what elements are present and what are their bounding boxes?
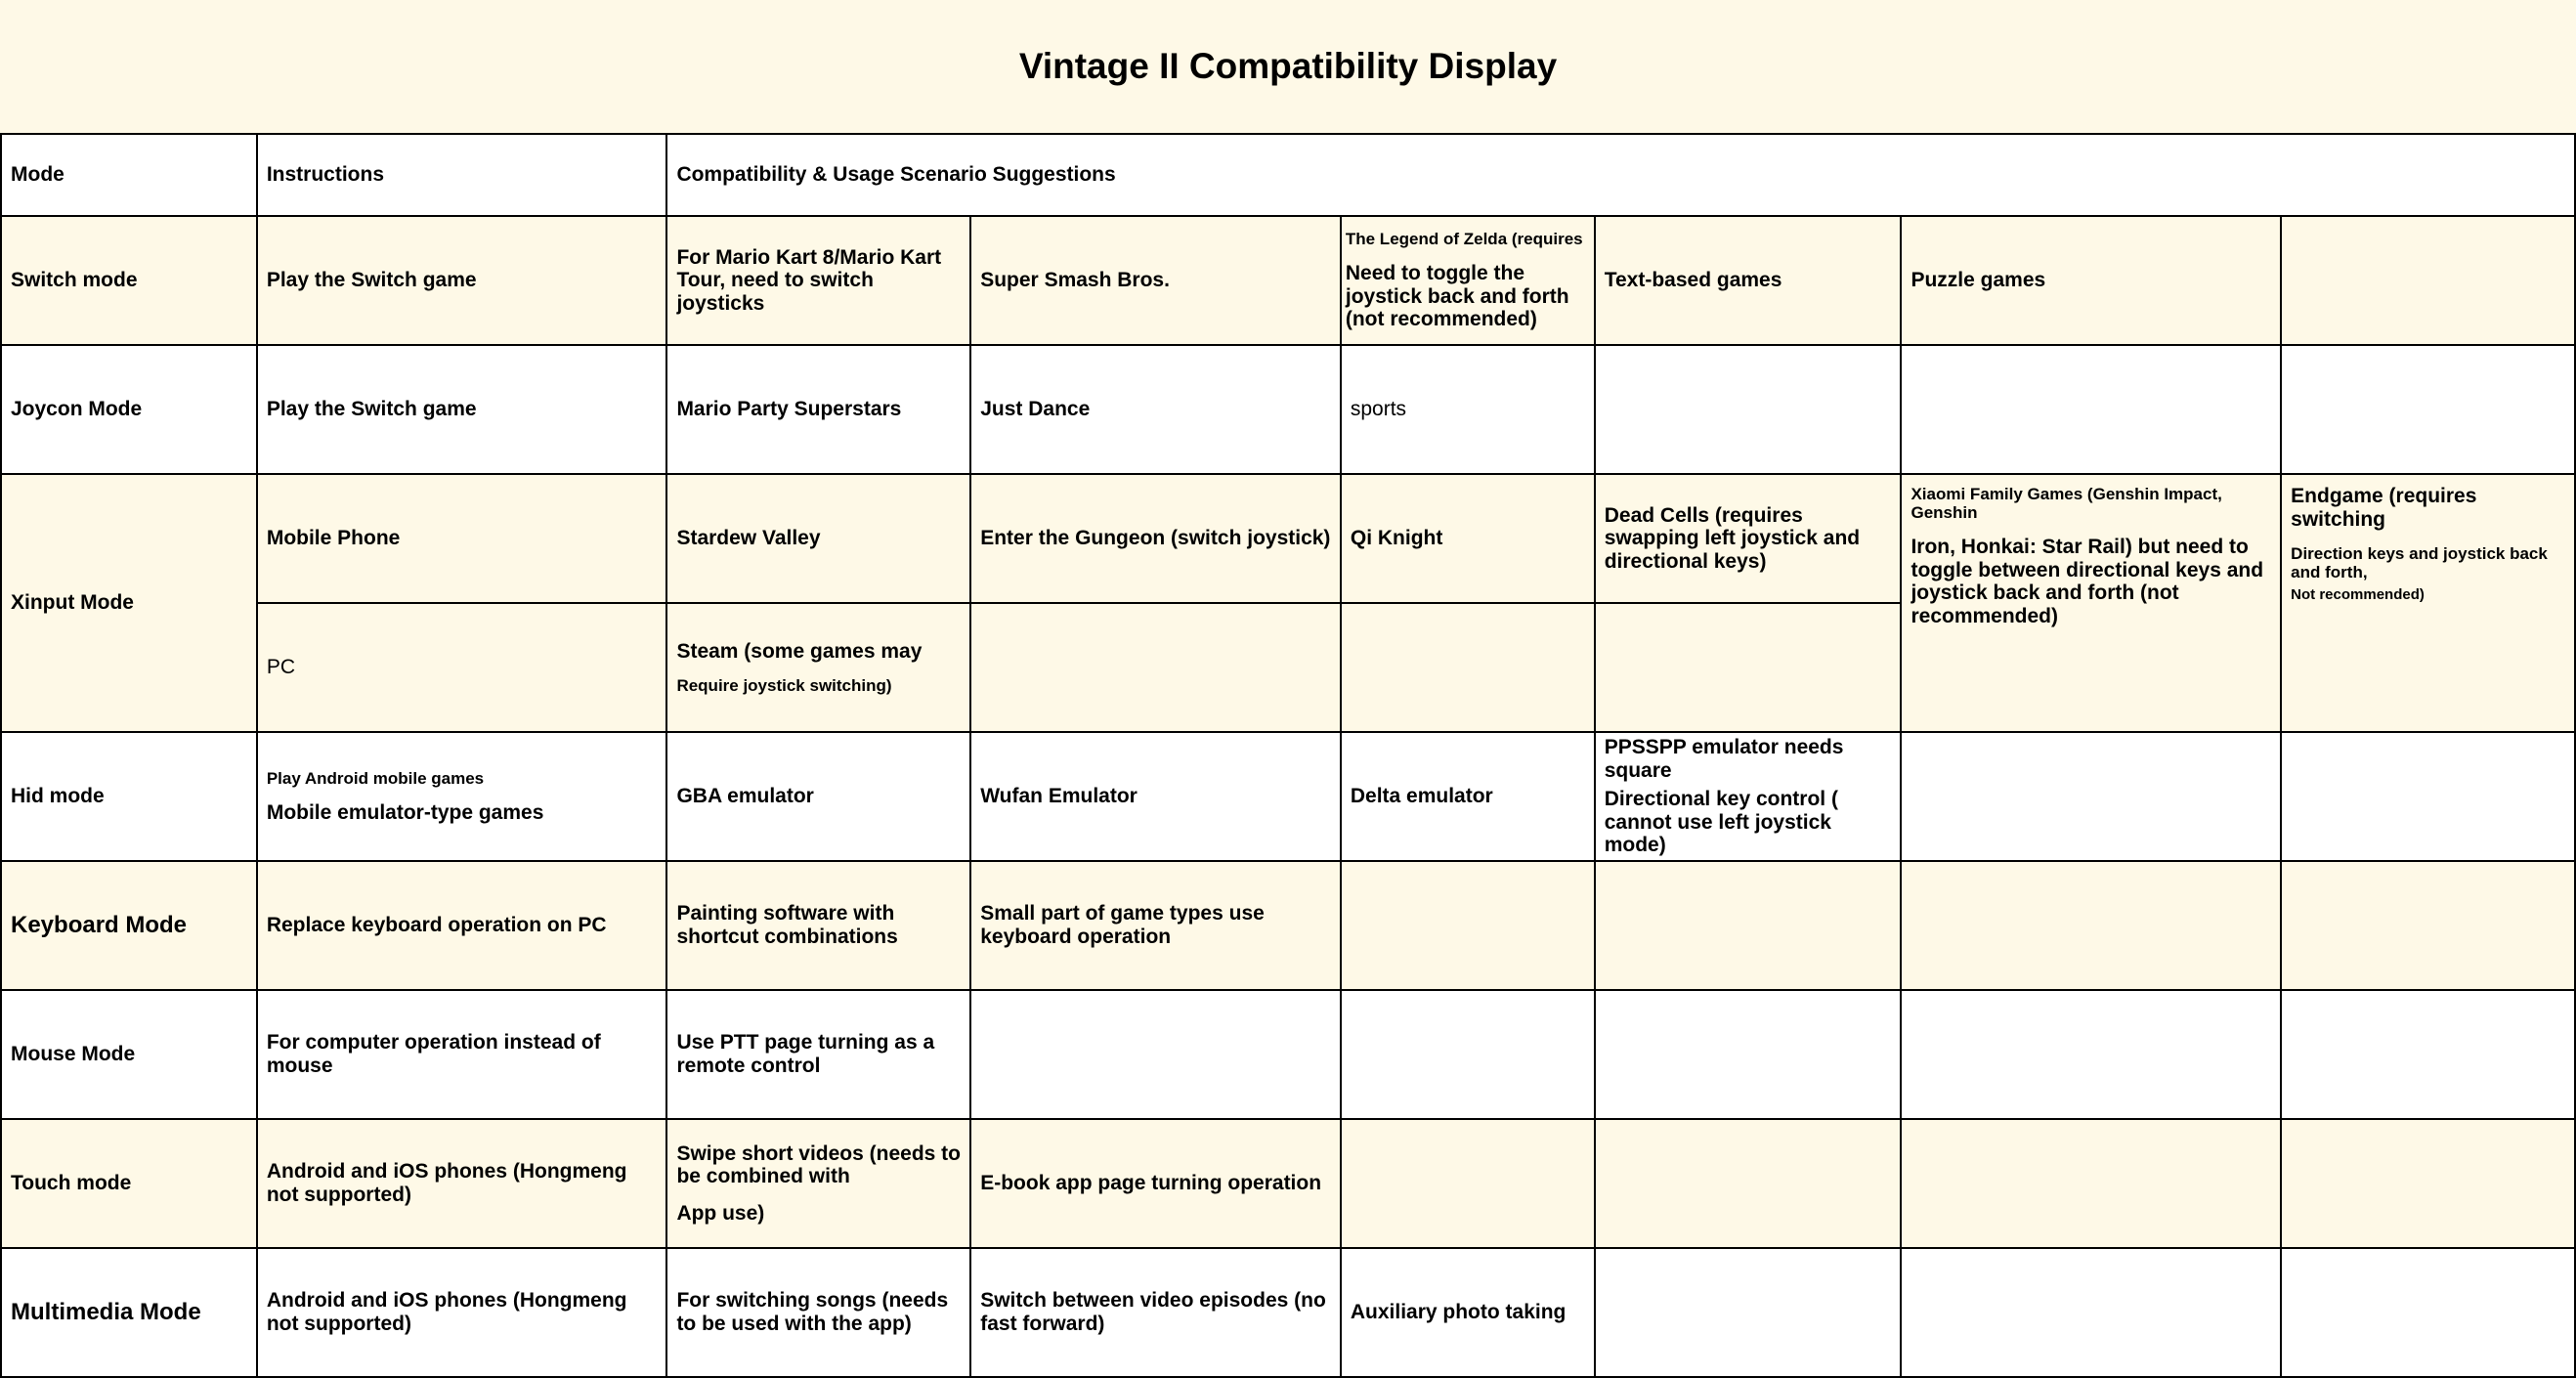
compat-cell: GBA emulator	[666, 732, 970, 861]
instructions-cell: For computer operation instead of mouse	[257, 990, 667, 1119]
instructions-cell: Android and iOS phones (Hongmeng not supported)	[257, 1119, 667, 1248]
compat-cell: For Mario Kart 8/Mario Kart Tour, need to switch joysticks	[666, 216, 970, 345]
compat-cell: Delta emulator	[1341, 732, 1595, 861]
compat-cell-text: PPSSPP emulator needs square	[1604, 736, 1844, 782]
header-instructions: Instructions	[257, 134, 667, 216]
compat-cell: Switch between video episodes (no fast forward)	[970, 1248, 1341, 1377]
compat-cell: Puzzle games	[1901, 216, 2281, 345]
compat-cell-text: Require joystick switching)	[676, 676, 892, 696]
compat-cell-empty	[1341, 603, 1595, 732]
mode-cell: Hid mode	[1, 732, 257, 861]
instructions-cell-text: Mobile emulator-type games	[266, 800, 544, 824]
row-joycon-mode	[1, 345, 2575, 474]
compat-cell-empty	[2281, 1248, 2575, 1377]
compat-cell-empty	[1901, 345, 2281, 474]
mode-cell: Xinput Mode	[1, 474, 257, 732]
header-compatibility: Compatibility & Usage Scenario Suggestions	[666, 134, 2575, 216]
instructions-cell: Android and iOS phones (Hongmeng not supported)	[257, 1248, 667, 1377]
compat-cell-empty	[2281, 345, 2575, 474]
compat-cell-empty	[1595, 1119, 1902, 1248]
compat-cell	[1595, 732, 1902, 861]
instructions-cell: PC	[257, 603, 667, 732]
compat-cell: Use PTT page turning as a remote control	[666, 990, 970, 1119]
compatibility-table	[0, 133, 2576, 1378]
compat-cell-text: Not recommended)	[2291, 586, 2425, 604]
compat-cell-text: Iron, Honkai: Star Rail) but need to toggle between directional keys and joystick back and forth (not recommended)	[1911, 536, 2264, 627]
compat-cell-empty	[2281, 732, 2575, 861]
compat-cell-empty	[1341, 1119, 1595, 1248]
compat-cell-empty	[2281, 216, 2575, 345]
compat-cell-empty	[1901, 861, 2281, 990]
compat-cell: Just Dance	[970, 345, 1341, 474]
mode-cell: Switch mode	[1, 216, 257, 345]
instructions-cell	[257, 732, 667, 861]
compat-cell-empty	[2281, 990, 2575, 1119]
compat-cell-empty	[1901, 1248, 2281, 1377]
instructions-cell: Mobile Phone	[257, 474, 667, 603]
compat-cell: Wufan Emulator	[970, 732, 1341, 861]
mode-cell: Multimedia Mode	[1, 1248, 257, 1377]
instructions-cell: Replace keyboard operation on PC	[257, 861, 667, 990]
compat-cell-text: Xiaomi Family Games (Genshin Impact, Genshin	[1911, 485, 2222, 523]
compat-cell	[666, 603, 970, 732]
compat-cell-empty	[1595, 1248, 1902, 1377]
compat-cell: sports	[1341, 345, 1595, 474]
compat-cell: For switching songs (needs to be used with the app)	[666, 1248, 970, 1377]
compat-cell	[1341, 216, 1595, 345]
compat-cell: Super Smash Bros.	[970, 216, 1341, 345]
mode-cell: Keyboard Mode	[1, 861, 257, 990]
compat-cell-text: The Legend of Zelda (requires	[1345, 230, 1583, 249]
compat-cell: E-book app page turning operation	[970, 1119, 1341, 1248]
compat-cell-text: Need to toggle the joystick back and forth (not recommended)	[1345, 262, 1569, 331]
compat-cell: Auxiliary photo taking	[1341, 1248, 1595, 1377]
compat-cell-text: Steam (some games may	[676, 639, 923, 663]
mode-cell: Joycon Mode	[1, 345, 257, 474]
compat-cell	[1901, 474, 2281, 732]
row-mouse-mode	[1, 990, 2575, 1119]
compat-cell-empty	[1595, 345, 1902, 474]
compat-cell-text: Swipe short videos (needs to be combined with	[676, 1141, 961, 1188]
row-switch-mode	[1, 216, 2575, 345]
instructions-cell: Play the Switch game	[257, 216, 667, 345]
instructions-cell-text: Play Android mobile games	[266, 768, 485, 788]
compat-cell: Stardew Valley	[666, 474, 970, 603]
row-hid-mode	[1, 732, 2575, 861]
compat-cell-empty	[1341, 861, 1595, 990]
compat-cell-text: App use)	[676, 1201, 765, 1225]
sheet-title: Vintage II Compatibility Display	[0, 0, 2576, 133]
compat-cell-empty	[1901, 732, 2281, 861]
mode-cell: Touch mode	[1, 1119, 257, 1248]
compat-cell-empty	[970, 990, 1341, 1119]
compat-cell-empty	[1595, 990, 1902, 1119]
header-row	[1, 134, 2575, 216]
compat-cell-empty	[970, 603, 1341, 732]
row-xinput-mode-phone	[1, 474, 2575, 603]
compat-cell-empty	[2281, 1119, 2575, 1248]
compat-cell: Small part of game types use keyboard operation	[970, 861, 1341, 990]
compat-cell: Mario Party Superstars	[666, 345, 970, 474]
compat-cell-empty	[1595, 603, 1902, 732]
row-keyboard-mode	[1, 861, 2575, 990]
compat-cell: Enter the Gungeon (switch joystick)	[970, 474, 1341, 603]
compat-cell	[666, 1119, 970, 1248]
compat-cell-empty	[1595, 861, 1902, 990]
compat-cell: Text-based games	[1595, 216, 1902, 345]
compat-cell-empty	[2281, 861, 2575, 990]
compat-cell-empty	[1901, 1119, 2281, 1248]
row-multimedia-mode	[1, 1248, 2575, 1377]
header-mode: Mode	[1, 134, 257, 216]
compat-cell-text: Endgame (requires switching	[2291, 485, 2477, 531]
compat-cell: Painting software with shortcut combinations	[666, 861, 970, 990]
compat-cell-text: Direction keys and joystick back and forth,	[2291, 544, 2548, 582]
compat-cell: Qi Knight	[1341, 474, 1595, 603]
compat-cell-text: Directional key control ( cannot use left joystick mode)	[1604, 788, 1838, 857]
compat-cell-empty	[1901, 990, 2281, 1119]
instructions-cell: Play the Switch game	[257, 345, 667, 474]
row-touch-mode	[1, 1119, 2575, 1248]
mode-cell: Mouse Mode	[1, 990, 257, 1119]
compat-cell-empty	[1341, 990, 1595, 1119]
compat-cell	[2281, 474, 2575, 732]
compat-cell: Dead Cells (requires swapping left joystick and directional keys)	[1595, 474, 1902, 603]
